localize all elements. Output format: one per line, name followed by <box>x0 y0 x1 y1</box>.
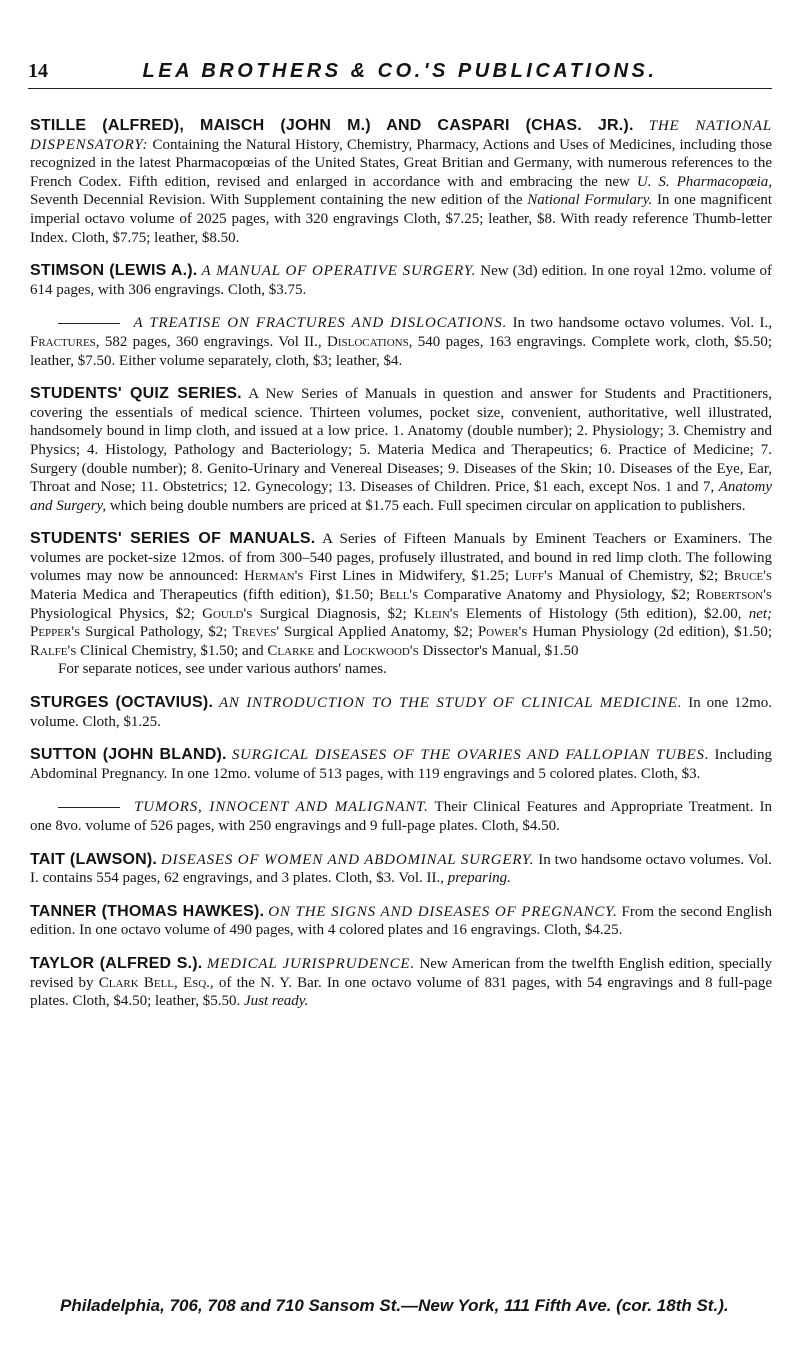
manual-author: Treves' <box>232 624 280 641</box>
manual-author: Lockwood's <box>343 642 419 659</box>
manual-title: Human Physiology (2d edition), $1.50; <box>532 624 772 641</box>
entry-text: Their Clinical Features and Appropriate Treatment. In one 8vo. volume of 526 pages, with 250 engravings and 9 full-page plates. Cloth, $4.50. <box>30 799 773 834</box>
manual-title: Physiological Physics, $2; <box>30 605 195 622</box>
entry-italic: preparing. <box>447 870 511 887</box>
manual-title: Clinical Chemistry, $1.50; and <box>80 642 264 659</box>
manual-title: Manual of Chemistry, $2; <box>558 568 719 585</box>
entry-sutton <box>30 746 772 783</box>
entry-title: THE NATIONAL DISPENSATORY: <box>30 118 773 153</box>
entry-smallcaps: Clark Bell, Esq., <box>98 974 214 991</box>
page-footer-address: Philadelphia, 706, 708 and 710 Sansom St.—New York, 111 Fifth Ave. (cor. 18th St.). <box>60 1296 729 1315</box>
entry-text: Containing the Natural History, Chemistry, Pharmacy, Actions and Uses of Medicines, including those recognized in the latest Pharmacopœias of the United States, Great Britian and Germany, with numerous references to the French Codex. Fifth edition, revised and enlarged in accordance with and embracing the new <box>30 136 772 190</box>
entry-quiz-series <box>30 385 772 515</box>
entry-text: New (3d) edition. In one royal 12mo. volume of 614 pages, with 306 engravings. Cloth, $3.75. <box>30 263 773 298</box>
entry-text: which being double numbers are priced at $1.75 each. Full specimen circular on application to publishers. <box>109 497 746 514</box>
catalog-body <box>30 117 772 1026</box>
entry-stimson-fractures <box>30 314 772 370</box>
manual-title: Elements of Histology (5th edition), $2.00, <box>465 605 742 622</box>
manual-title: Surgical Diagnosis, $2; <box>259 605 407 622</box>
entry-author: TAYLOR (ALFRED S.). <box>30 954 203 972</box>
entry-title: TUMORS, INNOCENT AND MALIGNANT. <box>134 799 429 816</box>
entry-sutton-tumors <box>30 798 772 835</box>
entry-stille <box>30 117 772 247</box>
entry-text: In one 12mo. volume. Cloth, $1.25. <box>30 695 772 730</box>
entry-author: STURGES (OCTAVIUS). <box>30 694 214 712</box>
entry-text: Seventh Decennial Revision. With Supplement containing the new edition of the <box>30 192 523 209</box>
entry-title: DISEASES OF WOMEN AND ABDOMINAL SURGERY. <box>160 851 535 868</box>
manuals-note: For separate notices, see under various authors' names. <box>58 661 387 678</box>
page-header <box>28 60 772 94</box>
entry-italic: Just ready. <box>243 993 309 1010</box>
manual-title: Surgical Applied Anatomy, $2; <box>284 624 473 641</box>
manual-author: Power's <box>477 624 528 641</box>
entry-text: of the N. Y. Bar. In one octavo volume of 831 pages, with 54 engravings and 8 full-page plates. Cloth, $4.50; leather, $5.50. <box>30 974 773 1010</box>
page-number: 14 <box>28 60 48 82</box>
manual-author: Robertson's <box>695 587 773 604</box>
entry-text: In one magnificent imperial octavo volume of 2025 pages, with 320 engravings Cloth, $7.25; leather, $8. With ready reference Thumb-letter Index. Cloth, $7.75; leather, $8.50. <box>30 192 773 246</box>
entry-text: In two handsome octavo volumes. Vol. I. contains 554 pages, 62 engravings, and 3 plates. Cloth, $3. Vol. II., <box>30 851 772 887</box>
entry-author: STIMSON (LEWIS A.). <box>30 262 198 280</box>
running-title: LEA BROTHERS & CO.'S PUBLICATIONS. <box>142 60 658 82</box>
entry-author: STUDENTS' QUIZ SERIES. <box>30 385 242 403</box>
header-rule <box>28 88 772 89</box>
entry-tait <box>30 851 772 888</box>
entry-author: TANNER (THOMAS HAWKES). <box>30 902 265 920</box>
manual-title: and <box>317 642 340 659</box>
ditto-dash <box>58 323 120 324</box>
entry-text: A New Series of Manuals in question and answer for Students and Practitioners, covering the essentials of medical science. Thirteen volumes, pocket size, convenient, authoritative, well illustrated, handsomely bound in limp cloth, and issued at a low price. 1. Anatomy (double number); 2. Physiology; 3. Chemistry and Physics; 4. Histology, Pathology and Bacteriology; 5. Materia Medica and Therapeutics; 6. Practice of Medicine; 7. Surgery (double number); 8. Genito-Urinary and Venereal Diseases; 9. Diseases of the Skin; 10. Diseases of the Eye, Ear, Throat and Nose; 11. Obstetrics; 12. Gynecology; 13. Diseases of Children. Price, $1 each, except Nos. 1 and 7, <box>30 386 772 496</box>
entry-author: SUTTON (JOHN BLAND). <box>30 746 227 764</box>
entry-text: New American from the twelfth English edition, specially revised by <box>30 955 773 991</box>
entry-title: AN INTRODUCTION TO THE STUDY OF CLINICAL MEDICINE. <box>218 695 683 712</box>
entry-sturges <box>30 694 772 731</box>
entry-title: SURGICAL DISEASES OF THE OVARIES AND FALLOPIAN TUBES. <box>231 747 710 764</box>
entry-author: STILLE (ALFRED), MAISCH (JOHN M.) AND CASPARI (CHAS. JR.). <box>30 117 634 134</box>
entry-title: A MANUAL OF OPERATIVE SURGERY. <box>201 263 477 280</box>
entry-text: In two handsome octavo volumes. Vol. I., <box>512 315 773 332</box>
manual-author: Pepper's <box>30 624 81 641</box>
entry-italic: net; <box>748 605 773 622</box>
manual-author: Herman's <box>244 568 304 585</box>
entry-manuals-series <box>30 530 772 660</box>
entry-smallcaps: Dislocations, <box>326 333 413 350</box>
entry-title: A TREATISE ON FRACTURES AND DISLOCATIONS. <box>133 315 508 332</box>
manual-title: Materia Medica and Therapeutics (fifth edition), $1.50; <box>30 587 374 604</box>
manual-author: Gould's <box>202 605 253 622</box>
entry-text: Including Abdominal Pregnancy. In one 12mo. volume of 513 pages, with 119 engravings and 5 colored plates. Cloth, $3. <box>30 747 773 782</box>
entry-italic: National Formulary. <box>527 192 653 209</box>
entry-title: MEDICAL JURISPRUDENCE. <box>206 955 415 972</box>
entry-stimson <box>30 262 772 299</box>
ditto-dash <box>58 807 120 808</box>
manual-author: Bell's <box>379 587 419 604</box>
entry-text: 582 pages, 360 engravings. Vol II., <box>104 333 322 350</box>
entry-tanner <box>30 903 772 940</box>
manual-author: Clarke <box>267 642 315 659</box>
entry-italic: U. S. Pharmacopœia, <box>636 173 773 190</box>
manual-author: Klein's <box>413 605 459 622</box>
entry-taylor <box>30 955 772 1011</box>
entry-author: TAIT (LAWSON). <box>30 850 158 868</box>
manual-title: First Lines in Midwifery, $1.25; <box>309 568 510 585</box>
manual-author: Ralfe's <box>30 642 77 659</box>
entry-title: ON THE SIGNS AND DISEASES OF PREGNANCY. <box>268 903 618 920</box>
manual-author: Bruce's <box>723 568 773 585</box>
manual-author: Luff's <box>514 568 553 585</box>
entry-text: A Series of Fifteen Manuals by Eminent Teachers or Examiners. The volumes are pocket-size 12mos. of from 300–540 pages, profusely illustrated, and bound in red limp cloth. The following volumes may now be announced: <box>30 531 773 585</box>
entry-author: STUDENTS' SERIES OF MANUALS. <box>30 530 316 548</box>
manual-title: Comparative Anatomy and Physiology, $2; <box>423 587 691 604</box>
manual-title: Dissector's Manual, $1.50 <box>422 642 579 659</box>
entry-text: From the second English edition. In one octavo volume of 490 pages, with 4 colored plates and 16 engravings. Cloth, $4.25. <box>30 903 772 939</box>
entry-text: 540 pages, 163 engravings. Complete work, cloth, $5.50; leather, $7.50. Either volume separately, cloth, $3; leather, $4. <box>30 333 772 369</box>
entry-smallcaps: Fractures, <box>30 333 100 350</box>
manual-title: Surgical Pathology, $2; <box>85 624 228 641</box>
entry-italic: Anatomy and Surgery, <box>30 479 772 514</box>
